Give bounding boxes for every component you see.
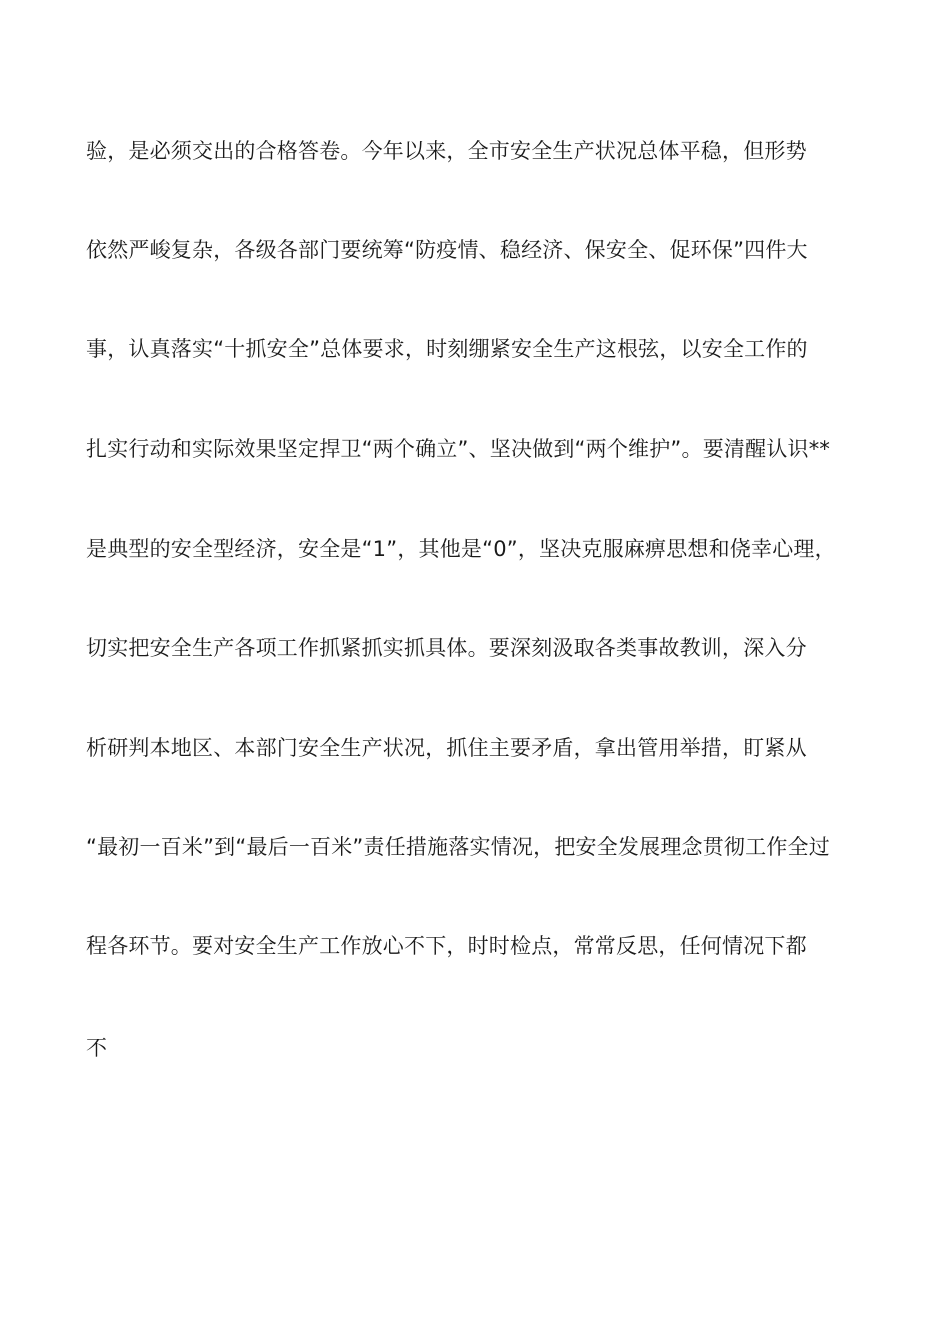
text-line: 验，是必须交出的合格答卷。今年以来，全市安全生产状况总体平稳，但形势 <box>86 139 807 163</box>
text-line: 切实把安全生产各项工作抓紧抓实抓具体。要深刻汲取各类事故教训，深入分 <box>86 636 807 660</box>
text-line: 依然严峻复杂，各级各部门要统筹“防疫情、稳经济、保安全、促环保”四件大 <box>86 238 808 262</box>
text-line: 扎实行动和实际效果坚定捍卫“两个确立”、坚决做到“两个维护”。要清醒认识** <box>86 437 831 461</box>
text-line: 不 <box>86 1036 108 1060</box>
text-line: 事，认真落实“十抓安全”总体要求，时刻绷紧安全生产这根弦，以安全工作的 <box>86 337 808 361</box>
text-line: 是典型的安全型经济，安全是“1”，其他是“0”，坚决克服麻痹思想和侥幸心理， <box>86 537 836 561</box>
text-line: 程各环节。要对安全生产工作放心不下，时时检点，常常反思，任何情况下都 <box>86 934 807 958</box>
text-line: “最初一百米”到“最后一百米”责任措施落实情况，把安全发展理念贯彻工作全过 <box>86 835 830 859</box>
text-line: 析研判本地区、本部门安全生产状况，抓住主要矛盾，拿出管用举措，盯紧从 <box>86 736 807 760</box>
